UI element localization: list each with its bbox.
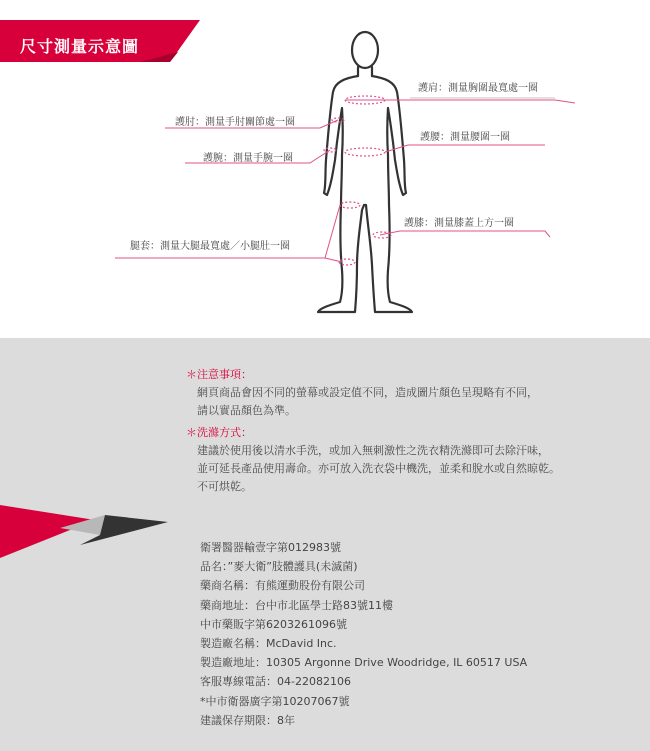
info-line: 品名：”麥大衛”肢體護具(未滅菌) (200, 560, 358, 574)
banner-title: 尺寸測量示意圖 (20, 37, 140, 56)
info-line: 藥商地址：台中市北區學士路83號11樓 (200, 598, 393, 612)
caution-title: ＊注意事項： (186, 368, 252, 381)
wash-line: 並可延長產品使用壽命。亦可放入洗衣袋中機洗，並柔和脫水或自然晾乾。 (197, 462, 560, 475)
notes-block (186, 366, 560, 496)
info-line: 藥商名稱：有熊運動股份有限公司 (200, 579, 365, 593)
label-knee: 護膝：測量膝蓋上方一圈 (404, 218, 514, 229)
info-line: 建議保存期限：8年 (200, 713, 295, 727)
human-body-outline (318, 32, 412, 312)
info-line: 衛署醫器輸壹字第012983號 (200, 541, 341, 554)
caution-line: 網頁商品會因不同的螢幕或設定值不同，造成圖片顏色呈現略有不同， (197, 386, 538, 399)
info-line: 客服專線電話：04-22082106 (200, 675, 351, 689)
product-info-list (200, 538, 527, 730)
info-line: *中市衛器廣字第10207067號 (200, 694, 350, 708)
wash-line: 不可烘乾。 (197, 480, 252, 493)
info-line: 中市藥販字第6203261096號 (200, 617, 347, 631)
info-line: 製造廠名稱：McDavid Inc. (200, 637, 337, 651)
label-waist: 護腰：測量腰圍一圈 (420, 132, 510, 143)
label-shoulder: 護肩：測量胸圍最寬處一圈 (418, 83, 538, 94)
info-line: 製造廠地址：10305 Argonne Drive Woodridge, IL 60517 USA (200, 656, 528, 670)
decorative-ribbon (0, 500, 170, 560)
wash-title: ＊洗滌方式： (186, 426, 252, 439)
label-leg: 腿套：測量大腿最寬處／小腿肚一圈 (130, 241, 290, 252)
caution-line: 請以實品顏色為準。 (197, 404, 296, 417)
label-elbow: 護肘：測量手肘關節處一圈 (175, 117, 295, 128)
label-wrist: 護腕：測量手腕一圈 (203, 153, 293, 164)
wash-line: 建議於使用後以清水手洗，或加入無刺激性之洗衣精洗滌即可去除汗味， (197, 444, 549, 457)
body-figure-diagram (0, 0, 650, 338)
measurement-diagram-section (0, 0, 650, 338)
